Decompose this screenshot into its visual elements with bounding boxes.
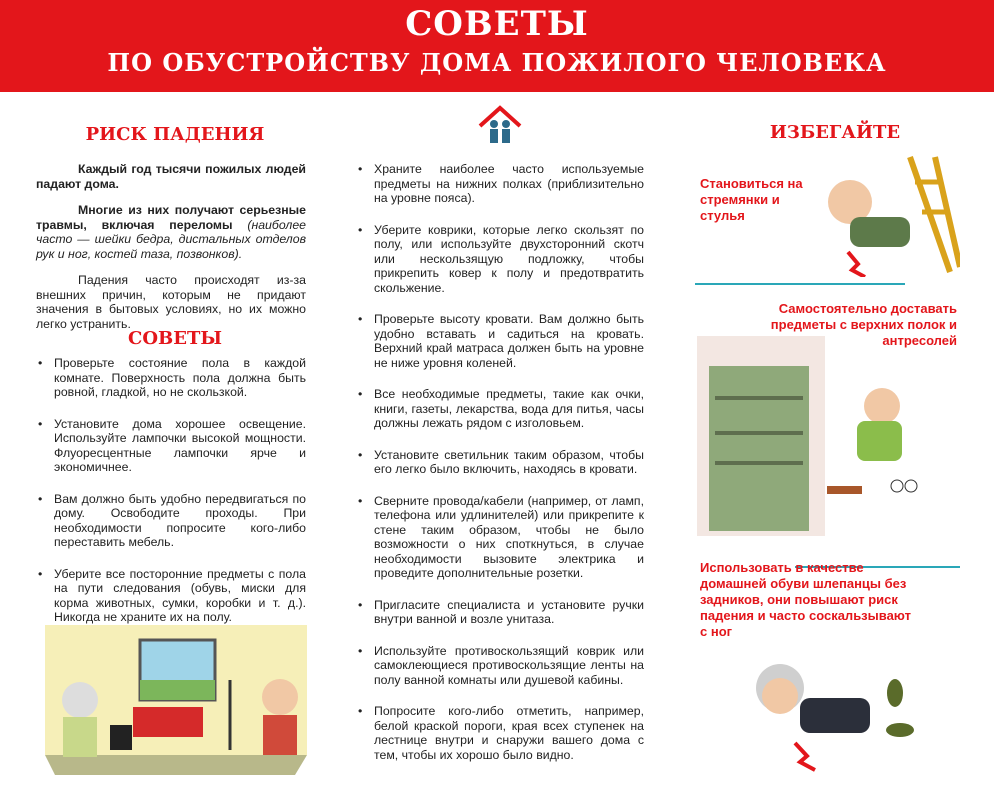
list-item: • Используйте противоскользящий коврик или самоклеющиеся противоскользящие ленты на полу ванной комнаты или душевой кабины. xyxy=(356,644,644,688)
avoid-heading: ИЗБЕГАЙТЕ xyxy=(769,122,901,143)
list-item: • Вам должно быть удобно передвигаться по дому. Освободите проходы. При необходимости попросите кого-либо переставить мебель. xyxy=(36,492,306,550)
list-item: • Проверьте состояние пола в каждой комнате. Поверхность пола должна быть ровной, гладкой, но не скользкой. xyxy=(36,356,306,400)
divider-line xyxy=(695,283,905,285)
living-room-illustration xyxy=(45,625,307,775)
list-item: • Храните наиболее часто используемые предметы на нижних полках (приблизительно на уровне пояса). xyxy=(356,162,644,206)
risk-heading: РИСК ПАДЕНИЯ xyxy=(85,124,265,145)
list-item: • Сверните провода/кабели (например, от ламп, телефона или удлинителей) или прикрепите к стене таким образом, чтобы не было возможности о них споткнуться, в случае необходимости вызовите электрика и проведите дополнительные розетки. xyxy=(356,494,644,581)
list-item: • Установите дома хорошее освещение. Используйте лампочки высокой мощности. Флуоресцентные лампочки ярче и экономичнее. xyxy=(36,417,306,475)
left-tips-list xyxy=(36,356,306,642)
list-item: • Уберите коврики, которые легко скользят по полу, или используйте двухсторонний скотч или нескользящую подложку, чтобы прикрепить ковер к полу и предотвратить скольжение. xyxy=(356,223,644,296)
avoid-item-ladder: Становиться на стремянки и стулья xyxy=(700,176,803,223)
poster-title: СОВЕТЫ xyxy=(405,4,589,44)
reaching-shelf-illustration xyxy=(697,336,952,536)
list-item: • Все необходимые предметы, такие как очки, книги, газеты, лекарства, вода для питья, часы должны лежать рядом с изголовьем. xyxy=(356,387,644,431)
avoid-item-slippers: Использовать в качестве домашней обуви шлепанцы без задников, они повышают риск падения и часто соскальзывают с ног xyxy=(700,560,911,639)
list-item: • Установите светильник таким образом, чтобы его легко было включить, находясь в кровати. xyxy=(356,448,644,477)
risk-p2-italic: (наиболее часто — шейки бедра, дистальных отделов рук и ног, костей таза, позвонков). xyxy=(36,217,306,261)
list-item: • Пригласите специалиста и установите ручки внутри ванной и возле унитаза. xyxy=(356,598,644,627)
header-banner xyxy=(0,0,994,92)
risk-text xyxy=(36,162,306,343)
slipper-fall-illustration xyxy=(745,648,925,773)
middle-tips-list xyxy=(356,162,644,779)
avoid-item-shelves: Самостоятельно доставать предметы с верхних полок и антресолей xyxy=(770,301,957,348)
risk-p1: Каждый год тысячи пожилых людей падают дома. xyxy=(36,162,306,191)
poster-subtitle: ПО ОБУСТРОЙСТВУ ДОМА ПОЖИЛОГО ЧЕЛОВЕКА xyxy=(107,48,887,77)
list-item: • Попросите кого-либо отметить, например, белой краской пороги, края всех ступенек на лестнице внутри и снаружи вашего дома с тем, чтобы их хорошо было видно. xyxy=(356,704,644,762)
list-item: • Уберите все посторонние предметы с пола на пути следования (обувь, миски для корма животных, сумки, коробки и т. д.). Никогда не храните их на полу. xyxy=(36,567,306,625)
risk-p3: Падения часто происходят из-за внешних причин, которым не придают значения в бытовых условиях, но их можно легко устранить. xyxy=(36,273,306,331)
house-elders-icon xyxy=(476,104,524,148)
tips-heading: СОВЕТЫ xyxy=(128,328,222,349)
list-item: • Проверьте высоту кровати. Вам должно быть удобно вставать и садиться на кровать. Верхний край матраса должен быть на уровне не ниже уровня коленей. xyxy=(356,312,644,370)
risk-p2-bold: Многие из них получают серьезные травмы, включая переломы xyxy=(36,203,306,232)
falling-ladder-illustration xyxy=(810,152,960,277)
